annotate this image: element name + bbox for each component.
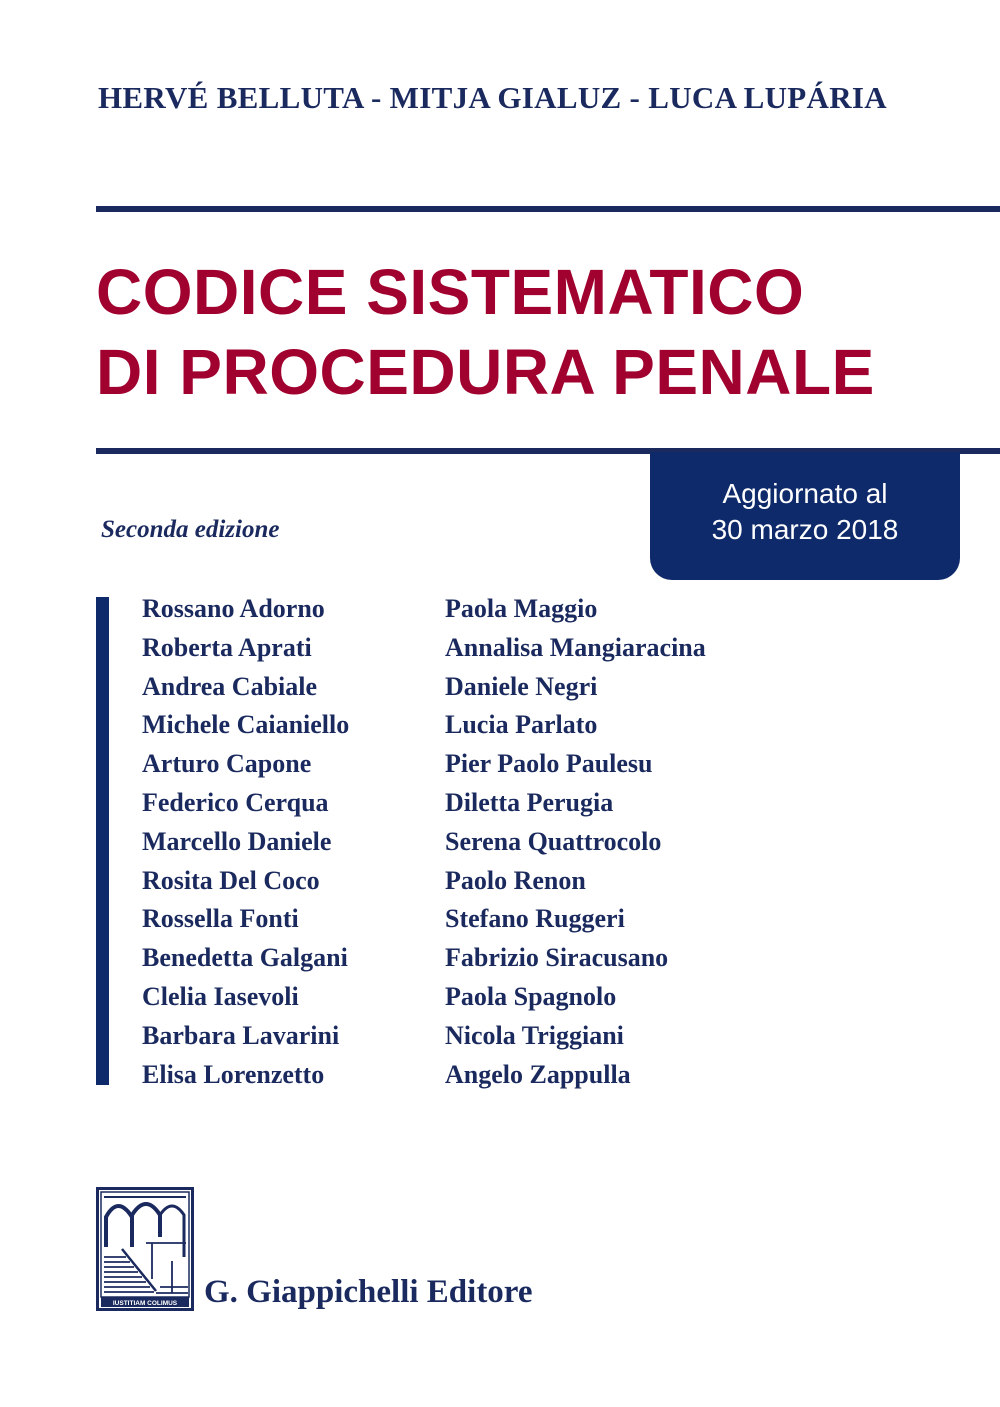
book-title [96,252,875,412]
contributor: Rossella Fonti [142,904,299,934]
contributor: Rosita Del Coco [142,865,320,895]
contributor: Nicola Triggiani [445,1020,624,1050]
contributor: Marcello Daniele [142,826,332,856]
contributor: Michele Caianiello [142,710,350,740]
contributors-accent-bar [96,597,109,1085]
contributor: Annalisa Mangiaracina [445,632,706,662]
title-line-2: DI PROCEDURA PENALE [96,336,875,408]
top-divider [96,206,1000,212]
contributor: Arturo Capone [142,749,312,779]
contributor: Pier Paolo Paulesu [445,749,653,779]
publisher-name: G. Giappichelli Editore [204,1274,533,1310]
update-badge [650,452,960,580]
contributor: Serena Quattrocolo [445,826,662,856]
contributor: Stefano Ruggeri [445,904,625,934]
contributor: Lucia Parlato [445,710,598,740]
contributor: Benedetta Galgani [142,943,348,973]
contributor: Angelo Zappulla [445,1059,631,1089]
title-line-1: CODICE SISTEMATICO [96,256,805,328]
authors: HERVÉ BELLUTA - MITJA GIALUZ - LUCA LUPÁRIA [98,80,887,115]
contributor: Paola Maggio [445,594,598,623]
contributor: Daniele Negri [445,671,598,701]
contributor: Elisa Lorenzetto [142,1059,325,1089]
publisher-logo-icon [96,1187,194,1311]
contributor: Paolo Renon [445,865,586,895]
contributor: Andrea Cabiale [142,671,318,701]
edition-label: Seconda edizione [101,516,280,543]
badge-line-2: 30 marzo 2018 [711,514,899,545]
contributors-right-column [445,590,706,1094]
logo-motto: IUSTITIAM COLIMUS [112,1300,178,1307]
contributor: Barbara Lavarini [142,1020,340,1050]
badge-line-1: Aggiornato al [722,478,888,509]
contributor: Clelia Iasevoli [142,981,299,1011]
contributor: Paola Spagnolo [445,981,617,1011]
contributor: Roberta Aprati [142,632,312,662]
contributors-left-column [142,590,349,1094]
contributor: Diletta Perugia [445,787,614,817]
contributor: Rossano Adorno [142,594,325,623]
contributor: Fabrizio Siracusano [445,943,669,973]
contributor: Federico Cerqua [142,787,329,817]
